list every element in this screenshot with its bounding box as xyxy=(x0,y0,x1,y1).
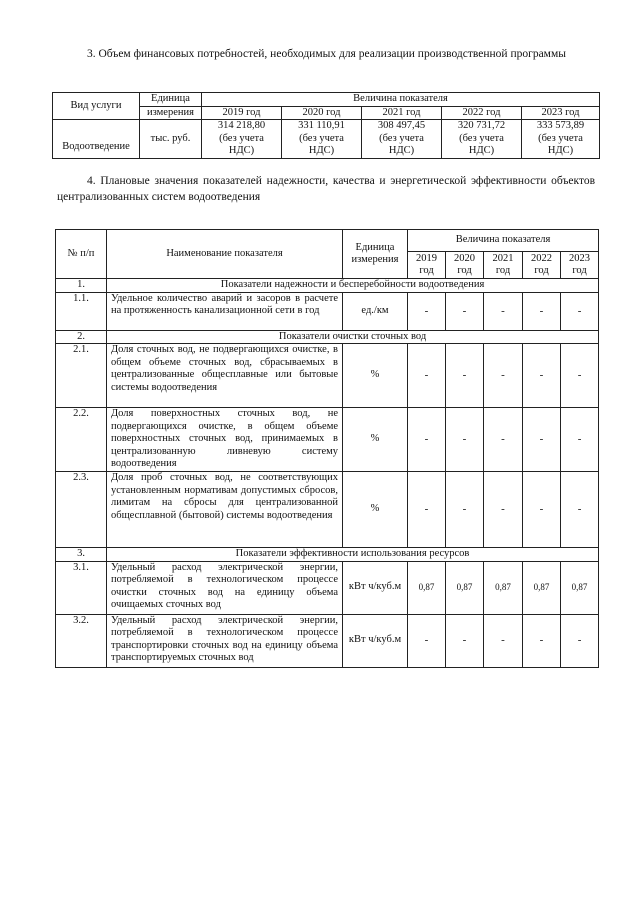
cell-num: 3.1. xyxy=(56,561,107,614)
cell-num: 2.1. xyxy=(56,344,107,408)
header-year: 2021 год xyxy=(362,106,442,120)
indicators-table xyxy=(55,229,599,668)
cell-indicator-name: Доля сточных вод, не подвергающихся очистке, в общем объеме сточных вод, сбрасываемых в централизованные общесплавные или бытовые системы водоотведения xyxy=(107,344,343,408)
group-row xyxy=(56,279,599,293)
cell-num: 3. xyxy=(56,548,107,562)
cell-value: 0,87 xyxy=(446,561,484,614)
header-year: 2023 год xyxy=(522,106,600,120)
cell-unit: % xyxy=(343,408,408,472)
cell-unit: ед./км xyxy=(343,292,408,330)
cell-unit: кВт ч/куб.м xyxy=(343,614,408,667)
group-title: Показатели эффективности использования ресурсов xyxy=(107,548,599,562)
cell-service: Водоотведение xyxy=(53,120,140,159)
cell-indicator-name: Удельный расход электрической энергии, потребляемой в технологическом процессе транспортировки сточных вод на единицу объема транспортируемых сточных вод xyxy=(107,614,343,667)
cell-value: 308 497,45 (без учета НДС) xyxy=(362,120,442,159)
cell-num: 2.3. xyxy=(56,472,107,548)
cell-value: - xyxy=(523,408,561,472)
cell-value: - xyxy=(446,472,484,548)
header-name: Наименование показателя xyxy=(107,230,343,279)
cell-num: 1. xyxy=(56,279,107,293)
cell-value: - xyxy=(484,472,523,548)
cell-value: - xyxy=(408,408,446,472)
cell-value: - xyxy=(484,344,523,408)
header-unit-2: измерения xyxy=(140,106,202,120)
cell-value: - xyxy=(484,408,523,472)
cell-indicator-name: Доля проб сточных вод, не соответствующих установленным нормативам допустимых сбросов, лимитам на сбросы для централизованной общесплавной (бытовой) системы водоотведения xyxy=(107,472,343,548)
header-year: 2019 год xyxy=(202,106,282,120)
table-header-row xyxy=(56,230,599,252)
cell-unit: % xyxy=(343,344,408,408)
cell-num: 2. xyxy=(56,330,107,344)
cell-unit: кВт ч/куб.м xyxy=(343,561,408,614)
table-row xyxy=(56,344,599,408)
cell-value: - xyxy=(523,344,561,408)
cell-value: 333 573,89 (без учета НДС) xyxy=(522,120,600,159)
header-year: 2020 год xyxy=(446,252,484,279)
header-year: 2021 год xyxy=(484,252,523,279)
table-row xyxy=(56,561,599,614)
group-row xyxy=(56,330,599,344)
cell-value: - xyxy=(561,472,599,548)
cell-num: 3.2. xyxy=(56,614,107,667)
cell-indicator-name: Удельный расход электрической энергии, потребляемой в технологическом процессе очистки сточных вод на единицу объема очищаемых сточных вод xyxy=(107,561,343,614)
cell-value: - xyxy=(484,614,523,667)
header-year: 2022 год xyxy=(523,252,561,279)
header-year: 2023 год xyxy=(561,252,599,279)
cell-value: 0,87 xyxy=(561,561,599,614)
header-num: № п/п xyxy=(56,230,107,279)
group-title: Показатели очистки сточных вод xyxy=(107,330,599,344)
cell-indicator-name: Удельное количество аварий и засоров в расчете на протяженность канализационной сети в год xyxy=(107,292,343,330)
financial-needs-table xyxy=(52,92,600,159)
cell-value: 314 218,80 (без учета НДС) xyxy=(202,120,282,159)
header-value: Величина показателя xyxy=(202,93,600,107)
cell-value: - xyxy=(408,614,446,667)
table-row xyxy=(56,472,599,548)
header-unit: Единица измерения xyxy=(343,230,408,279)
section4-heading: 4. Плановые значения показателей надежности, качества и энергетической эффективности объектов централизованных систем водоотведения xyxy=(57,175,595,203)
header-year: 2022 год xyxy=(442,106,522,120)
cell-value: 331 110,91 (без учета НДС) xyxy=(282,120,362,159)
cell-value: 0,87 xyxy=(523,561,561,614)
header-value: Величина показателя xyxy=(408,230,599,252)
cell-value: - xyxy=(446,292,484,330)
cell-value: - xyxy=(446,614,484,667)
cell-unit: тыс. руб. xyxy=(140,120,202,159)
cell-value: 0,87 xyxy=(408,561,446,614)
cell-value: - xyxy=(523,472,561,548)
table-header-row xyxy=(53,93,600,107)
cell-num: 2.2. xyxy=(56,408,107,472)
section3-heading: 3. Объем финансовых потребностей, необходимых для реализации производственной программы xyxy=(87,48,566,60)
cell-indicator-name: Доля поверхностных сточных вод, не подвергающихся очистке, в общем объеме поверхностных сточных вод, принимаемых в централизованную ливневую систему водоотведения xyxy=(107,408,343,472)
table-row xyxy=(56,292,599,330)
cell-value: - xyxy=(561,408,599,472)
cell-value: 320 731,72 (без учета НДС) xyxy=(442,120,522,159)
header-service: Вид услуги xyxy=(53,93,140,120)
cell-value: - xyxy=(484,292,523,330)
group-title: Показатели надежности и бесперебойности водоотведения xyxy=(107,279,599,293)
header-unit-1: Единица xyxy=(140,93,202,107)
cell-value: - xyxy=(561,292,599,330)
table-row xyxy=(56,408,599,472)
cell-value: - xyxy=(408,292,446,330)
header-year: 2019 год xyxy=(408,252,446,279)
cell-value: - xyxy=(446,344,484,408)
table-row xyxy=(56,614,599,667)
cell-value: - xyxy=(561,344,599,408)
cell-num: 1.1. xyxy=(56,292,107,330)
group-row xyxy=(56,548,599,562)
cell-value: - xyxy=(523,614,561,667)
header-year: 2020 год xyxy=(282,106,362,120)
cell-value: - xyxy=(446,408,484,472)
cell-unit: % xyxy=(343,472,408,548)
cell-value: - xyxy=(523,292,561,330)
cell-value: - xyxy=(408,344,446,408)
cell-value: - xyxy=(561,614,599,667)
cell-value: 0,87 xyxy=(484,561,523,614)
cell-value: - xyxy=(408,472,446,548)
table-row xyxy=(53,120,600,159)
